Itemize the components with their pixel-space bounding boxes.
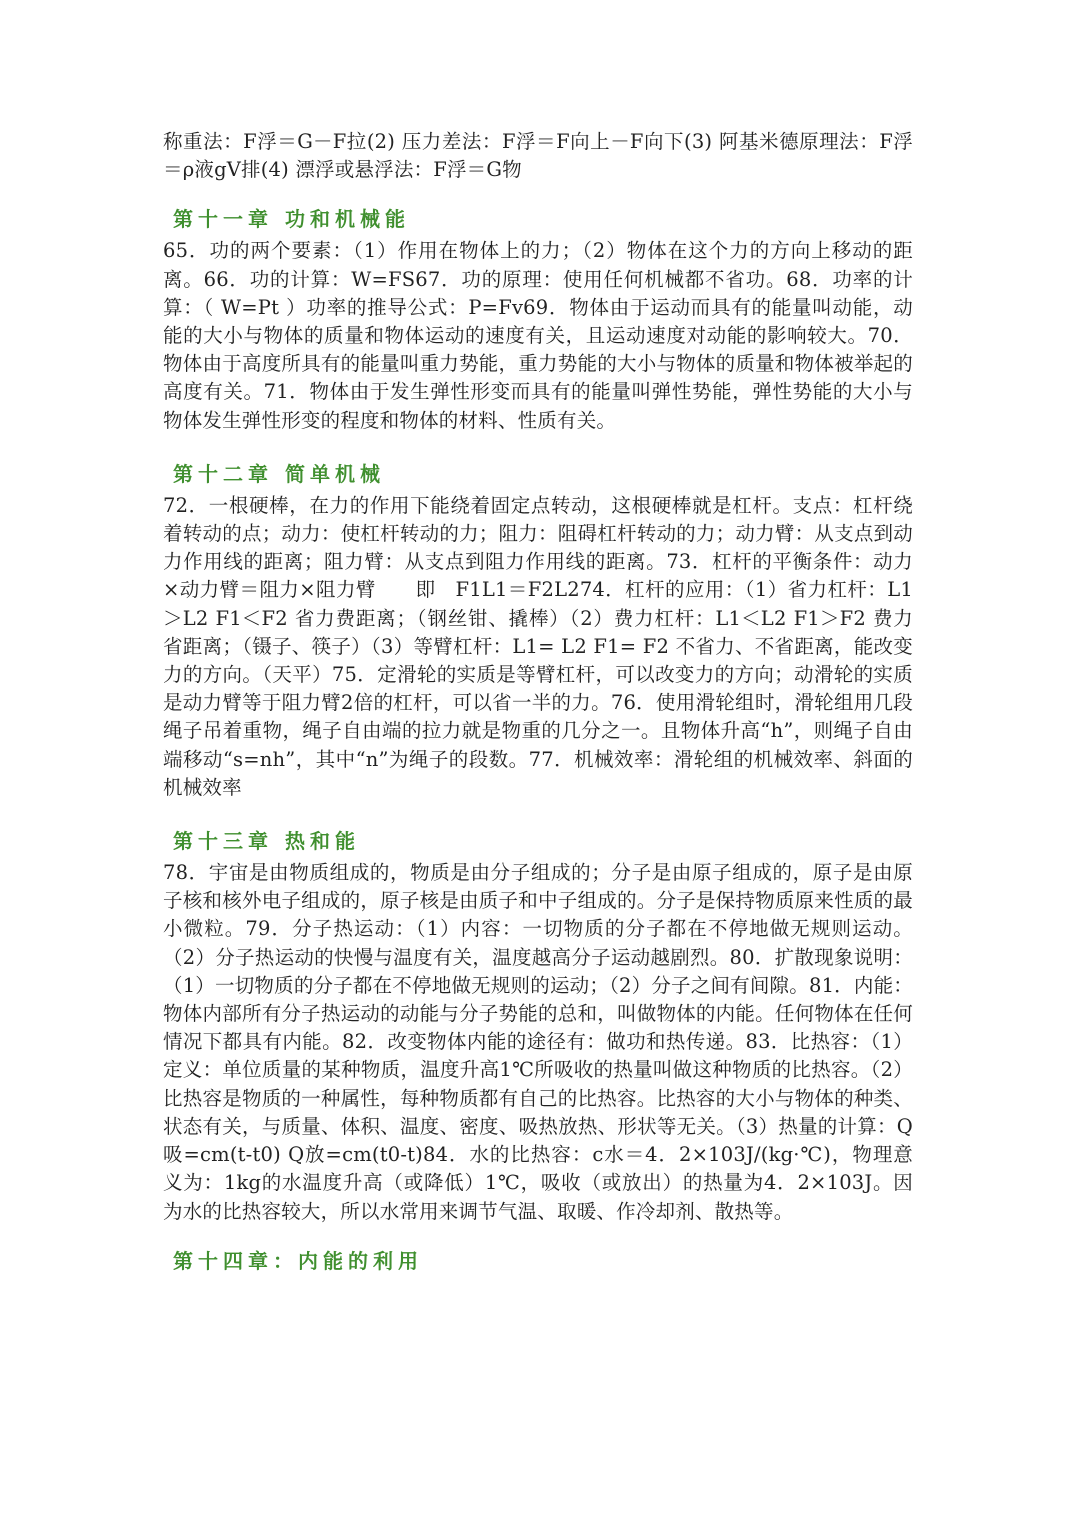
chapter-13-body: 78．宇宙是由物质组成的，物质是由分子组成的；分子是由原子组成的，原子是由原子核和核外电子组成的，原子核是由质子和中子组成的。分子是保持物质原来性质的最小微粒。79．分子热运动：（1）内容：一切物质的分子都在不停地做无规则运动。（2）分子热运动的快慢与温度有关，温度越高分子运动越剧烈。80．扩散现象说明：（1）一切物质的分子都在不停地做无规则的运动；（2）分子之间有间隙。81．内能：物体内部所有分子热运动的动能与分子势能的总和，叫做物体的内能。任何物体在任何情况下都具有内能。82．改变物体内能的途径有：做功和热传递。83．比热容：（1）定义：单位质量的某种物质，温度升高1℃所吸收的热量叫做这种物质的比热容。（2）比热容是物质的一种属性，每种物质都有自己的比热容。比热容的大小与物体的种类、状态有关，与质量、体积、温度、密度、吸热放热、形状等无关。（3）热量的计算：Q吸=cm(t-t0) Q放=cm(t0-t)84．水的比热容：c水＝4．2×103J/(kg·℃)，物理意义为：1kg的水温度升高（或降低）1℃，吸收（或放出）的热量为4．2×103J。因为水的比热容较大，所以水常用来调节气温、取暖、作冷却剂、散热等。	[163, 861, 913, 1223]
chapter-12-title: 第十二章 简单机械	[173, 461, 385, 486]
intro-paragraph: 称重法：F浮＝G－F拉(2) 压力差法：F浮＝F向上－F向下(3) 阿基米德原理法：F浮＝ρ液gV排(4) 漂浮或悬浮法：F浮＝G物	[163, 130, 913, 182]
chapter-13-title: 第十三章 热和能	[173, 829, 360, 854]
chapter-11-body: 65．功的两个要素：（1）作用在物体上的力；（2）物体在这个力的方向上移动的距离。66．功的计算：W=FS67．功的原理：使用任何机械都不省功。68．功率的计算：（ W=Pt ）功率的推导公式：P=Fv69．物体由于运动而具有的能量叫动能，动能的大小与物体的质量和物体运动的速度有关，且运动速度对动能的影响较大。70．物体由于高度所具有的能量叫重力势能，重力势能的大小与物体的质量和物体被举起的高度有关。71．物体由于发生弹性形变而具有的能量叫弹性势能，弹性势能的大小与物体发生弹性形变的程度和物体的材料、性质有关。	[163, 239, 913, 432]
chapter-14-title: 第十四章：内能的利用	[173, 1248, 423, 1273]
chapter-12-body: 72．一根硬棒，在力的作用下能绕着固定点转动，这根硬棒就是杠杆。支点：杠杆绕着转动的点；动力：使杠杆转动的力；阻力：阻碍杠杆转动的力；动力臂：从支点到动力作用线的距离；阻力臂：从支点到阻力作用线的距离。73．杠杆的平衡条件：动力×动力臂＝阻力×阻力臂 即 F1L1＝F2L274．杠杆的应用：（1）省力杠杆：L1＞L2 F1＜F2 省力费距离；（钢丝钳、撬棒）（2）费力杠杆：L1＜L2 F1＞F2 费力省距离；（镊子、筷子）（3）等臂杠杆：L1= L2 F1= F2 不省力、不省距离，能改变力的方向。（天平）75．定滑轮的实质是等臂杠杆，可以改变力的方向；动滑轮的实质是动力臂等于阻力臂2倍的杠杆，可以省一半的力。76．使用滑轮组时，滑轮组用几段绳子吊着重物，绳子自由端的拉力就是物重的几分之一。且物体升高“h”，则绳子自由端移动“s=nh”，其中“n”为绳子的段数。77．机械效率：滑轮组的机械效率、斜面的机械效率	[163, 493, 913, 799]
document-page	[163, 128, 913, 1276]
chapter-11-title: 第十一章 功和机械能	[173, 207, 410, 232]
